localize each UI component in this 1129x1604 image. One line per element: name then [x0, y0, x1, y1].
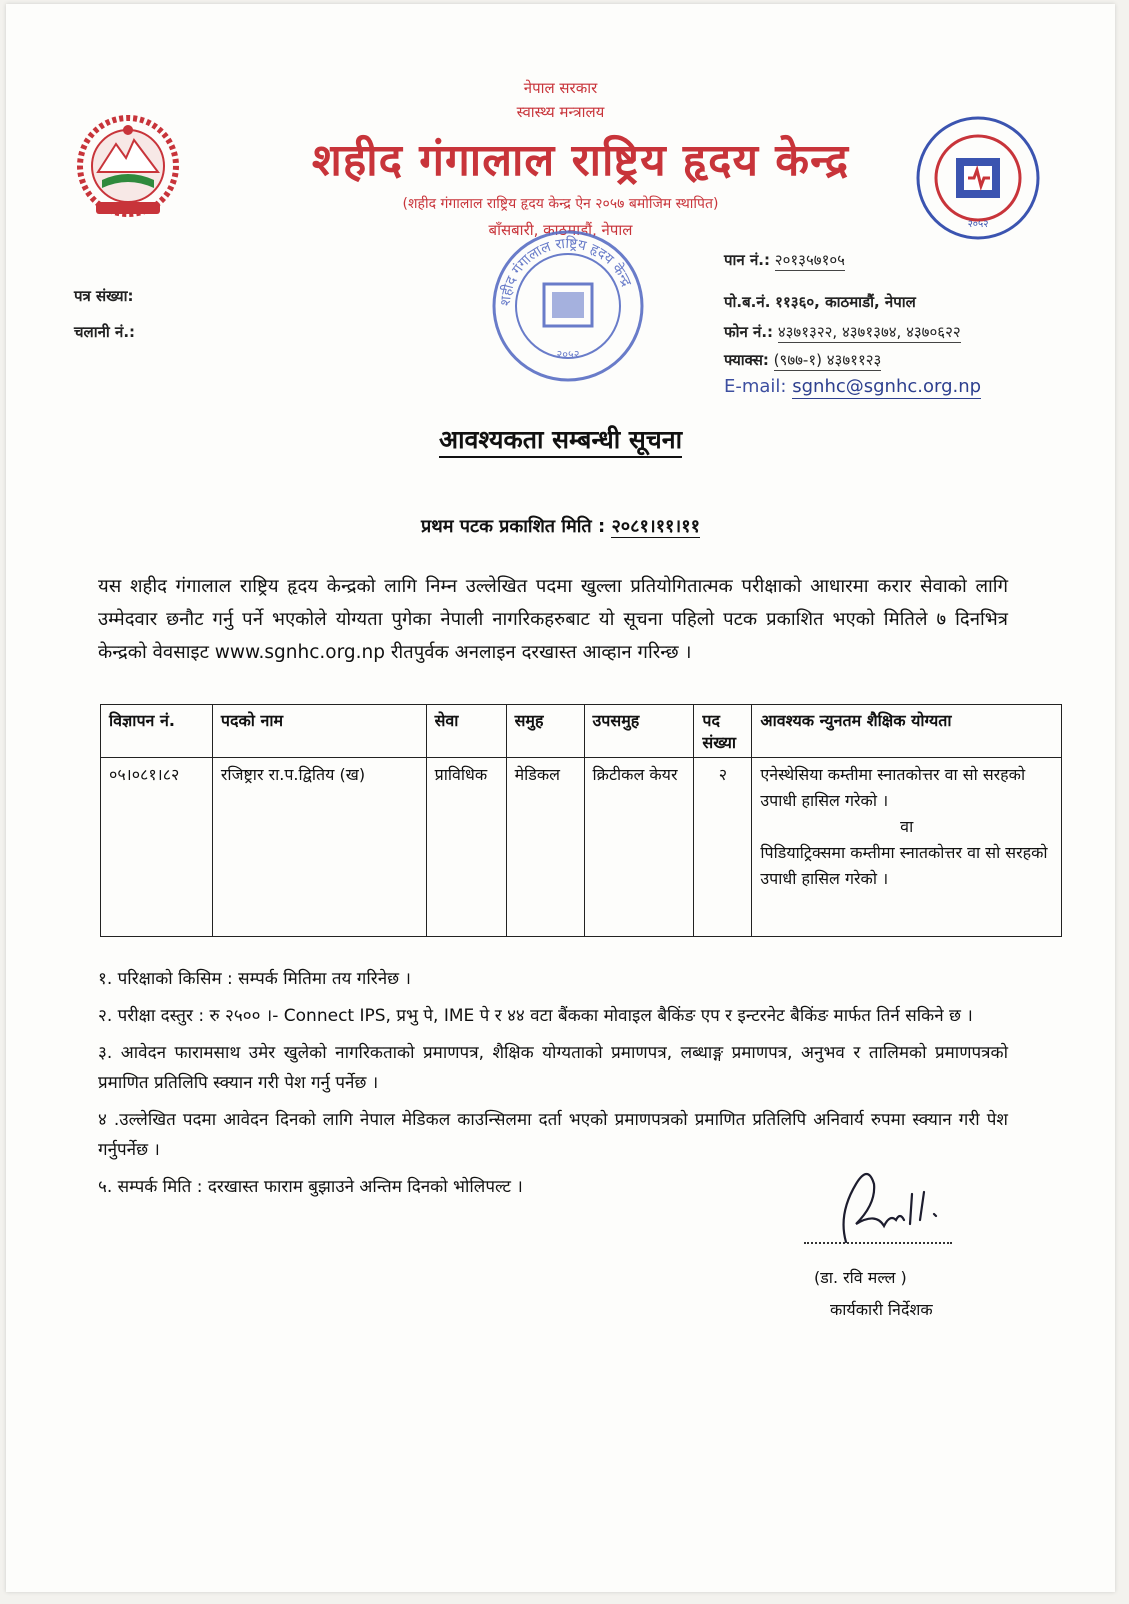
note-item: ३. आवेदन फारामसाथ उमेर खुलेको नागरिकताको प्रमाणपत्र, शैक्षिक योग्यताको प्रमाणपत्र, लब्धाङ्ग प्रमाणपत्र, अनुभव र तालिमको प्रमाणपत्रको प्रमाणित प्रतिलिपि स्क्यान गरी पेश गर्नु पर्नेछ । [98, 1043, 1008, 1093]
stamp-text: शहीद गंगालाल राष्ट्रिय हृदय केन्द्र [497, 235, 635, 307]
pobox-label: पो.ब.नं. [724, 293, 771, 311]
signatory-title: कार्यकारी निर्देशक [830, 1300, 933, 1319]
pan-row [724, 250, 845, 270]
col-post: पदको नाम [212, 705, 426, 758]
phone-value: ४३७१३२२, ४३७१३७४, ४३७०६२२ [777, 323, 961, 341]
col-subgroup: उपसमुह [584, 705, 694, 758]
cell-service: प्राविधिक [426, 758, 506, 937]
note-item: ५. सम्पर्क मिति : दरखास्त फाराम बुझाउने अन्तिम दिनको भोलिपल्ट । [98, 1177, 523, 1197]
fax-label: फ्याक्स: [724, 351, 769, 369]
letter-number-label: पत्र संख्या: [74, 287, 134, 305]
col-service: सेवा [426, 705, 506, 758]
pobox-row [724, 292, 916, 312]
government-name: नेपाल सरकार [523, 79, 598, 97]
col-ad-no: विज्ञापन नं. [101, 705, 213, 758]
table-header-row [101, 705, 1062, 758]
dispatch-number-label: चलानी नं.: [74, 323, 136, 341]
email-row [724, 376, 981, 397]
cell-count: २ [694, 758, 752, 937]
col-group: समुह [506, 705, 584, 758]
signatory-name: (डा. रवि मल्ल ) [814, 1268, 907, 1287]
ministry-name: स्वास्थ्य मन्त्रालय [516, 103, 605, 121]
table-row [101, 758, 1062, 937]
pan-value: २०१३५७१०५ [774, 251, 845, 269]
qualification-or: वा [900, 817, 914, 836]
email-label: E-mail: [724, 376, 787, 397]
pub-date-value: २०८१।११।११ [611, 516, 700, 537]
notice-page [6, 4, 1115, 1592]
establishment-note: (शहीद गंगालाल राष्ट्रिय हृदय केन्द्र ऐन २०५७ बमोजिम स्थापित) [402, 196, 719, 212]
col-count: पद संख्या [694, 705, 752, 758]
publication-date [6, 514, 1115, 538]
vacancy-table [100, 704, 1062, 937]
official-stamp-icon [488, 226, 648, 386]
sgnhc-logo-icon [914, 114, 1042, 242]
pobox-value: ११३६०, काठमाडौं, नेपाल [775, 293, 916, 311]
fax-row [724, 350, 881, 370]
organization-address: बाँसबारी, काठमाडौं, नेपाल [488, 221, 633, 239]
logo-year: २०५२ [967, 219, 989, 230]
cell-post: रजिष्ट्रार रा.प.द्वितिय (ख) [212, 758, 426, 937]
note-item: २. परीक्षा दस्तुर : रु २५०० ।- Connect IPS, प्रभु पे, IME पे र ४४ वटा बैंकका मोवाइल बैकिंङ एप र इन्टरनेट बैकिंङ मार्फत तिर्न सकिने छ । [98, 1006, 973, 1026]
stamp-year: २०५२ [556, 348, 580, 361]
cell-ad-no: ०५।०८१।८२ [101, 758, 213, 937]
signature-image [816, 1154, 966, 1254]
notice-title: आवश्यकता सम्बन्धी सूचना [6, 422, 1115, 456]
fax-value: (९७७-१) ४३७११२३ [773, 351, 882, 369]
col-qualification: आवश्यक न्युनतम शैक्षिक योग्यता [752, 705, 1062, 758]
organization-name: शहीद गंगालाल राष्ट्रिय हृदय केन्द्र [311, 135, 850, 186]
note-item: १. परिक्षाको किसिम : सम्पर्क मितिमा तय गरिनेछ । [98, 969, 411, 989]
cell-subgroup: क्रिटीकल केयर [584, 758, 694, 937]
email-link[interactable]: sgnhc@sgnhc.org.np [792, 376, 982, 397]
phone-label: फोन नं.: [724, 323, 774, 341]
pub-date-label: प्रथम पटक प्रकाशित मिति : [421, 516, 606, 537]
cell-group: मेडिकल [506, 758, 584, 937]
cell-qualification [752, 758, 1062, 937]
notice-intro: यस शहीद गंगालाल राष्ट्रिय हृदय केन्द्रको लागि निम्न उल्लेखित पदमा खुल्ला प्रतियोगितात्मक परीक्षाको आधारमा करार सेवाको लागि उम्मेदवार छनौट गर्नु पर्ने भएकोले योग्यता पुगेका नेपाली नागरिकहरुबाट यो सूचना पहिलो पटक प्रकाशित भएको मितिले ७ दिनभित्र केन्द्रको वेवसाइट www.sgnhc.org.np रीतपुर्वक अनलाइन दरखास्त आव्हान गरिन्छ । [98, 576, 1008, 663]
pan-label: पान नं.: [724, 251, 770, 269]
qualification-2: पिडियाट्रिक्समा कम्तीमा स्नातकोत्तर वा सो सरहको उपाधी हासिल गरेको । [760, 843, 1048, 888]
note-item: ४ .उल्लेखित पदमा आवेदन दिनको लागि नेपाल मेडिकल काउन्सिलमा दर्ता भएको प्रमाणपत्रको प्रमाणित प्रतिलिपि अनिवार्य रुपमा स्क्यान गरी पेश गर्नुपर्नेछ । [98, 1110, 1008, 1160]
phone-row [724, 322, 961, 342]
qualification-1: एनेस्थेसिया कम्तीमा स्नातकोत्तर वा सो सरहको उपाधी हासिल गरेको । [760, 765, 1026, 810]
signature-line [804, 1242, 952, 1244]
